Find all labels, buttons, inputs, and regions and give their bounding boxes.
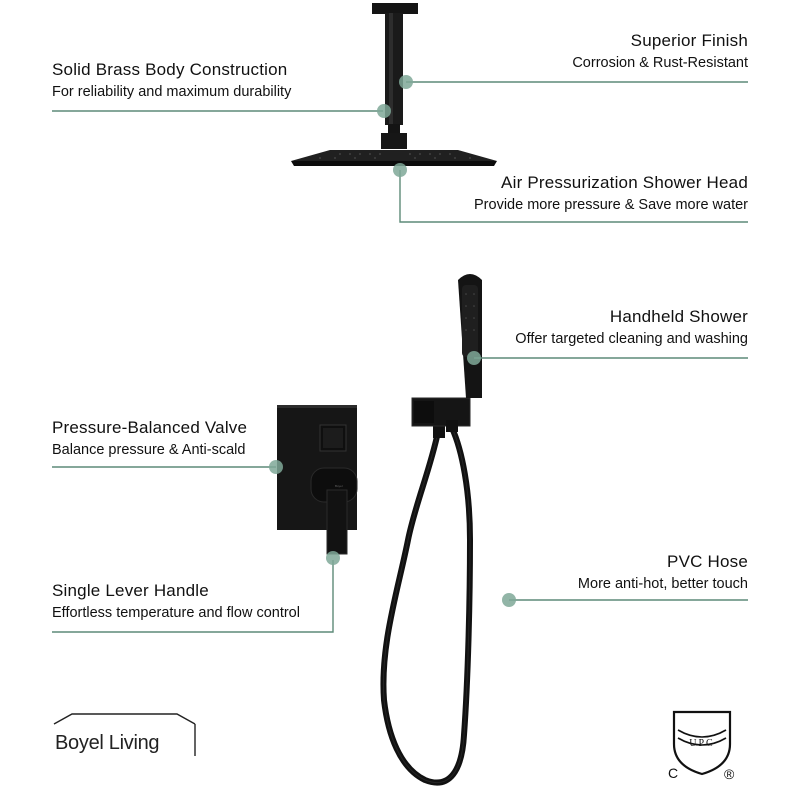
feature-lever — [52, 581, 300, 621]
feature-desc: Balance pressure & Anti-scald — [52, 441, 246, 458]
cert-c-label: C — [668, 765, 679, 781]
arm-joint — [388, 124, 400, 134]
feature-desc: Corrosion & Rust-Resistant — [572, 54, 748, 71]
hose-nut-bottom — [446, 420, 458, 432]
pvc-hose — [383, 428, 470, 783]
feature-title: Single Lever Handle — [52, 581, 209, 600]
upc-shield-icon — [662, 708, 742, 788]
feature-shower-head — [474, 173, 748, 213]
feature-handheld — [515, 307, 748, 347]
upc-certification — [662, 708, 742, 788]
feature-title: PVC Hose — [667, 552, 748, 571]
cert-r-label: ® — [724, 766, 735, 782]
feature-brass-body — [52, 60, 291, 100]
feature-finish — [572, 31, 748, 71]
ceiling-flange — [372, 3, 418, 14]
feature-title: Superior Finish — [630, 31, 748, 50]
feature-desc: Offer targeted cleaning and washing — [515, 330, 748, 347]
lever-handle — [327, 490, 347, 554]
feature-title: Air Pressurization Shower Head — [501, 173, 748, 192]
svg-text:Boyel: Boyel — [335, 484, 343, 488]
feature-title: Solid Brass Body Construction — [52, 60, 288, 79]
rain-shower-assembly — [291, 3, 497, 166]
feature-valve — [52, 418, 247, 458]
upc-mark-text: UPC — [689, 738, 715, 749]
feature-title: Handheld Shower — [609, 307, 748, 326]
feature-desc: For reliability and maximum durability — [52, 83, 292, 100]
feature-desc: More anti-hot, better touch — [577, 575, 748, 592]
feature-hose — [578, 552, 748, 592]
feature-title: Pressure-Balanced Valve — [52, 418, 248, 437]
brand-logo — [52, 712, 197, 757]
valve-trim-assembly — [277, 405, 357, 554]
feature-desc: Effortless temperature and flow control — [52, 604, 300, 621]
brand-name: Boyel Living — [55, 732, 160, 754]
feature-desc: Provide more pressure & Save more water — [474, 196, 748, 213]
head-connector — [381, 133, 407, 149]
shower-head-plate — [291, 150, 497, 161]
handheld-assembly — [383, 274, 482, 783]
